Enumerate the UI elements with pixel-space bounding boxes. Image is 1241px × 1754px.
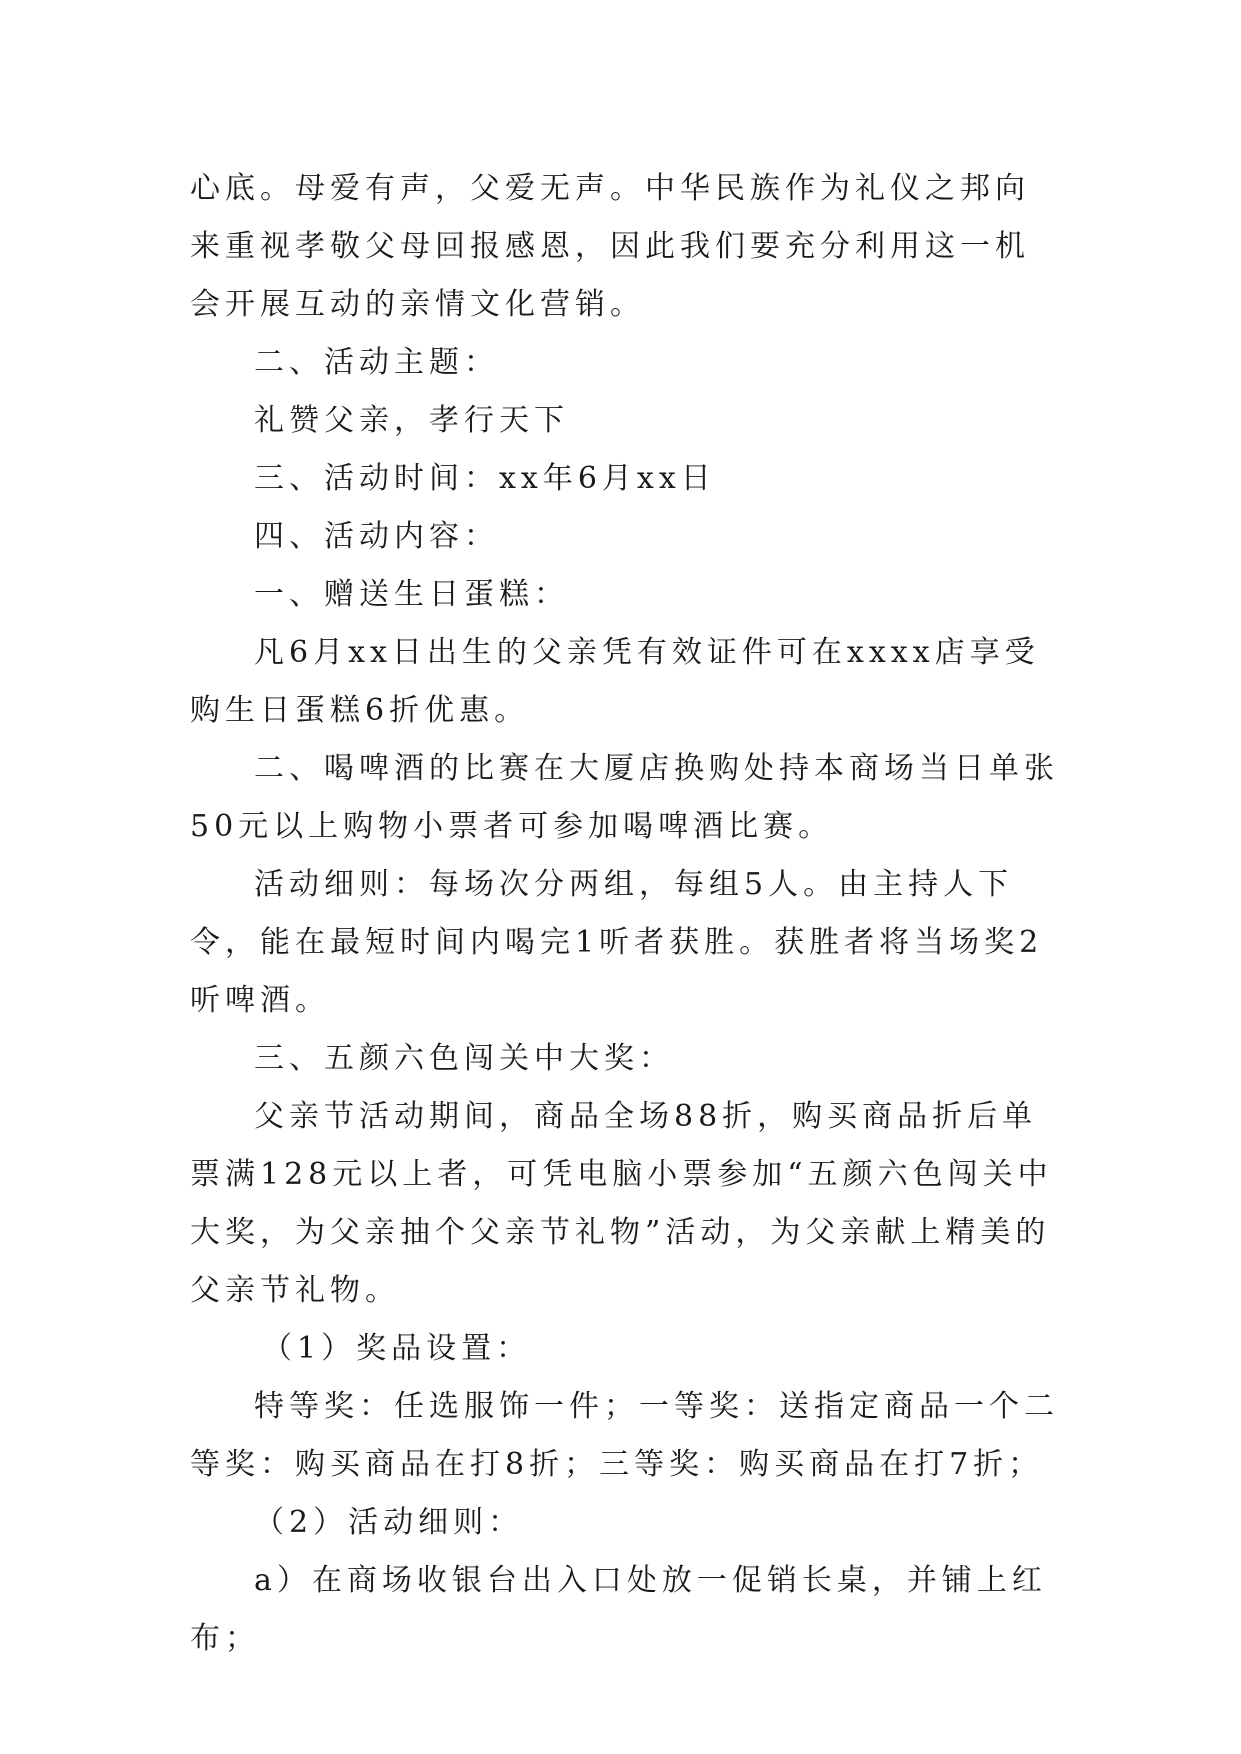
paragraph-beer-contest: 二、喝啤酒的比赛在大厦店换购处持本商场当日单张50元以上购物小票者可参加喝啤酒比赛。 — [190, 751, 1059, 844]
heading-birthday-cake: 一、赠送生日蛋糕： — [254, 577, 569, 612]
paragraph-prize-list: 特等奖：任选服饰一件；一等奖：送指定商品一个二等奖：购买商品在打8折；三等奖：购买商品在打7折； — [190, 1389, 1059, 1482]
heading-activity-content: 四、活动内容： — [254, 519, 499, 554]
paragraph-fathers-day-promo: 父亲节活动期间，商品全场88折，购买商品折后单票满128元以上者，可凭电脑小票参加“五颜六色闯关中大奖，为父亲抽个父亲节礼物”活动，为父亲献上精美的父亲节礼物。 — [190, 1099, 1053, 1308]
paragraph-theme-slogan: 礼赞父亲，孝行天下 — [254, 403, 569, 438]
paragraph-rule-a: a）在商场收银台出入口处放一促销长桌，并铺上红布； — [190, 1563, 1047, 1656]
heading-activity-theme: 二、活动主题： — [254, 345, 499, 380]
heading-activity-rules: （2）活动细则： — [254, 1505, 524, 1540]
paragraph-birthday-cake: 凡6月xx日出生的父亲凭有效证件可在xxxx店享受购生日蛋糕6折优惠。 — [190, 635, 1040, 728]
paragraph-beer-rules: 活动细则：每场次分两组，每组5人。由主持人下令，能在最短时间内喝完1听者获胜。获胜者将当场奖2听啤酒。 — [190, 867, 1044, 1018]
heading-color-prize: 三、五颜六色闯关中大奖： — [254, 1041, 674, 1076]
heading-activity-time: 三、活动时间：xx年6月xx日 — [254, 461, 716, 496]
paragraph-intro-continued: 心底。母爱有声，父爱无声。中华民族作为礼仪之邦向来重视孝敬父母回报感恩，因此我们要充分利用这一机会开展互动的亲情文化营销。 — [190, 171, 1030, 322]
heading-prize-setup: （1）奖品设置： — [262, 1331, 532, 1366]
document-body — [190, 160, 1060, 1668]
